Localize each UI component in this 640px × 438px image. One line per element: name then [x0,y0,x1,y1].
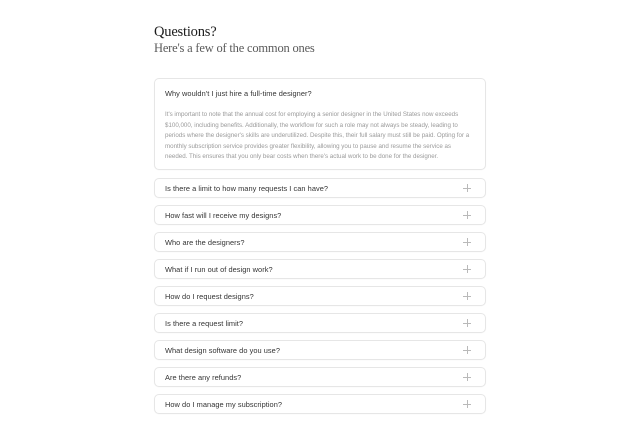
plus-icon[interactable] [463,292,471,300]
faq-question-row[interactable] [155,206,485,224]
faq-question-row[interactable] [155,287,485,305]
plus-icon[interactable] [463,238,471,246]
plus-icon[interactable] [463,373,471,381]
faq-item[interactable] [154,232,486,252]
faq-question-row[interactable] [155,79,485,106]
faq-list [154,78,486,421]
faq-question: How fast will I receive my designs? [165,210,282,220]
faq-item[interactable] [154,178,486,198]
plus-icon[interactable] [463,319,471,327]
faq-question: Who are the designers? [165,237,245,247]
faq-question: Why wouldn't I just hire a full-time designer? [165,88,312,98]
faq-item[interactable] [154,259,486,279]
faq-question-row[interactable] [155,179,485,197]
faq-question-row[interactable] [155,260,485,278]
faq-question-row[interactable] [155,368,485,386]
faq-question-row[interactable] [155,233,485,251]
faq-question: What design software do you use? [165,345,280,355]
faq-item-open[interactable] [154,78,486,170]
faq-item[interactable] [154,340,486,360]
faq-question: How do I manage my subscription? [165,399,283,409]
faq-question: How do I request designs? [165,291,254,301]
faq-item[interactable] [154,394,486,414]
faq-answer: It's important to note that the annual cost for employing a senior designer in the United States now exceeds $100,000, including benefits. Additionally, the workflow for such a role may not always be steady, leading to periods where the designer's skills are underutilized. Despite this, their full salary must still be paid. Opting for a monthly subscription service provides greater flexibility, allowing you to pause and resume the service as needed. This ensures that you only bear costs when there's actual work to be done for the designer. [165,111,470,161]
page-subtitle: Here's a few of the common ones [154,41,315,55]
page-title: Questions? [154,24,217,40]
faq-question-row[interactable] [155,395,485,413]
faq-item[interactable] [154,205,486,225]
faq-question-row[interactable] [155,341,485,359]
faq-item[interactable] [154,313,486,333]
plus-icon[interactable] [463,211,471,219]
faq-item[interactable] [154,367,486,387]
faq-item[interactable] [154,286,486,306]
plus-icon[interactable] [463,184,471,192]
plus-icon[interactable] [463,400,471,408]
faq-question-row[interactable] [155,314,485,332]
faq-header [154,24,315,56]
faq-question: Is there a limit to how many requests I can have? [165,183,329,193]
faq-question: Is there a request limit? [165,318,244,328]
faq-question: What if I run out of design work? [165,264,273,274]
plus-icon[interactable] [463,265,471,273]
faq-question: Are there any refunds? [165,372,242,382]
plus-icon[interactable] [463,346,471,354]
